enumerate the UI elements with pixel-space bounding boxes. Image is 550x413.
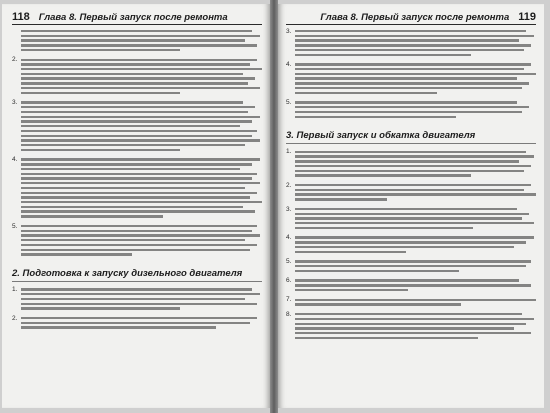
text-line xyxy=(295,68,524,70)
text-line xyxy=(295,217,522,219)
text-line xyxy=(295,279,519,281)
paragraph xyxy=(286,28,536,59)
right-page-number: 119 xyxy=(518,11,536,23)
paragraph xyxy=(12,286,262,312)
paragraph xyxy=(286,277,536,294)
text-line xyxy=(21,30,252,32)
text-line xyxy=(21,44,257,46)
left-body-bottom xyxy=(12,286,262,331)
text-line xyxy=(295,236,534,238)
paragraph-number: 2. xyxy=(12,314,18,322)
text-line xyxy=(21,39,245,41)
text-line xyxy=(21,158,260,160)
text-line xyxy=(295,189,524,191)
text-line xyxy=(21,120,252,122)
text-line xyxy=(21,111,248,113)
text-line xyxy=(295,39,519,41)
paragraph xyxy=(12,315,262,332)
text-line xyxy=(295,106,529,108)
paragraph xyxy=(286,234,536,255)
left-running-head: Глава 8. Первый запуск после ремонта xyxy=(38,12,228,23)
text-line xyxy=(295,213,529,215)
paragraph xyxy=(12,223,262,258)
text-line xyxy=(295,101,517,103)
paragraph-number: 5. xyxy=(12,222,18,230)
text-line xyxy=(295,246,514,248)
text-line xyxy=(295,208,517,210)
paragraph xyxy=(12,99,262,153)
paragraph xyxy=(286,61,536,96)
text-line xyxy=(21,87,260,89)
text-line xyxy=(295,170,524,172)
text-line xyxy=(21,187,245,189)
text-line xyxy=(295,87,522,89)
text-line xyxy=(21,130,257,132)
text-line xyxy=(295,251,406,253)
text-line xyxy=(21,101,243,103)
text-line xyxy=(295,92,437,94)
text-line xyxy=(21,135,252,137)
paragraph xyxy=(286,148,536,179)
text-line xyxy=(295,332,531,334)
paragraph xyxy=(12,56,262,96)
text-line xyxy=(21,63,250,65)
text-line xyxy=(21,149,180,151)
paragraph-number: 4. xyxy=(12,156,18,164)
text-line xyxy=(21,139,260,141)
text-line xyxy=(21,234,260,236)
text-line xyxy=(295,222,534,224)
right-body-bottom xyxy=(286,148,536,341)
left-section-heading: 2. Подготовка к запуску дизельного двигателя xyxy=(12,268,262,282)
text-line xyxy=(21,249,250,251)
paragraph-number: 4. xyxy=(286,234,292,242)
text-line xyxy=(295,174,471,176)
text-line xyxy=(295,49,524,51)
text-line xyxy=(21,326,216,328)
text-line xyxy=(21,82,248,84)
text-line xyxy=(21,182,260,184)
text-line xyxy=(21,73,243,75)
text-line xyxy=(21,59,257,61)
text-line xyxy=(295,116,456,118)
left-body-top xyxy=(12,28,262,258)
text-line xyxy=(21,68,262,70)
text-line xyxy=(295,265,526,267)
text-line xyxy=(295,73,536,75)
right-body-top xyxy=(286,28,536,121)
paragraph-number: 4. xyxy=(286,60,292,68)
text-line xyxy=(21,125,240,127)
text-line xyxy=(21,244,257,246)
text-line xyxy=(21,116,260,118)
paragraph-number: 7. xyxy=(286,296,292,304)
text-line xyxy=(21,106,255,108)
text-line xyxy=(21,206,243,208)
right-page-header xyxy=(286,11,536,25)
right-running-head: Глава 8. Первый запуск после ремонта xyxy=(320,12,510,23)
text-line xyxy=(21,225,257,227)
text-line xyxy=(295,227,473,229)
text-line xyxy=(295,198,387,200)
paragraph-number: 3. xyxy=(286,27,292,35)
paragraph-number: 5. xyxy=(286,258,292,265)
text-line xyxy=(295,193,536,195)
text-line xyxy=(295,165,531,167)
text-line xyxy=(21,215,163,217)
text-line xyxy=(21,230,252,232)
text-line xyxy=(295,111,522,113)
right-section-heading: 3. Первый запуск и обкатка двигателя xyxy=(286,130,536,144)
paragraph-number: 5. xyxy=(286,99,292,107)
text-line xyxy=(21,298,245,300)
text-line xyxy=(295,155,534,157)
text-line xyxy=(295,35,534,37)
text-line xyxy=(21,210,255,212)
text-line xyxy=(295,299,536,301)
text-line xyxy=(295,313,522,315)
text-line xyxy=(21,288,252,290)
paragraph xyxy=(12,28,262,54)
text-line xyxy=(295,30,526,32)
text-line xyxy=(21,192,257,194)
text-line xyxy=(21,144,245,146)
text-line xyxy=(295,184,531,186)
text-line xyxy=(21,35,260,37)
right-page xyxy=(278,4,544,408)
text-line xyxy=(295,284,531,286)
text-line xyxy=(21,173,257,175)
book-gutter xyxy=(270,0,278,413)
text-line xyxy=(21,177,252,179)
text-line xyxy=(295,270,459,272)
left-page-number: 118 xyxy=(12,11,30,23)
text-line xyxy=(21,163,252,165)
paragraph-number: 1. xyxy=(286,148,292,156)
paragraph xyxy=(12,156,262,220)
left-page-header xyxy=(12,11,262,25)
paragraph xyxy=(286,99,536,120)
paragraph-number: 3. xyxy=(12,99,18,107)
text-line xyxy=(295,63,531,65)
paragraph-number: 1. xyxy=(12,286,18,293)
text-line xyxy=(21,293,260,295)
text-line xyxy=(21,77,255,79)
left-page xyxy=(2,4,270,408)
paragraph-number: 2. xyxy=(12,56,18,64)
paragraph xyxy=(286,206,536,232)
text-line xyxy=(295,318,534,320)
paragraph xyxy=(286,296,536,308)
paragraph-number: 2. xyxy=(286,181,292,189)
text-line xyxy=(21,201,262,203)
text-line xyxy=(295,327,514,329)
text-line xyxy=(295,77,517,79)
text-line xyxy=(21,196,250,198)
text-line xyxy=(295,160,519,162)
text-line xyxy=(295,337,478,339)
text-line xyxy=(21,322,250,324)
text-line xyxy=(295,82,529,84)
text-line xyxy=(295,241,526,243)
text-line xyxy=(21,92,180,94)
text-line xyxy=(295,289,408,291)
paragraph-number: 3. xyxy=(286,205,292,213)
text-line xyxy=(21,49,180,51)
text-line xyxy=(21,239,245,241)
text-line xyxy=(21,317,257,319)
text-line xyxy=(295,151,526,153)
text-line xyxy=(295,44,531,46)
text-line xyxy=(295,260,531,262)
text-line xyxy=(295,303,461,305)
paragraph-number: 6. xyxy=(286,277,292,285)
text-line xyxy=(21,307,180,309)
paragraph xyxy=(286,258,536,275)
paragraph xyxy=(286,311,536,342)
text-line xyxy=(295,323,526,325)
text-line xyxy=(21,168,240,170)
text-line xyxy=(21,253,132,255)
paragraph xyxy=(286,182,536,203)
paragraph-number: 8. xyxy=(286,310,292,318)
text-line xyxy=(21,303,257,305)
text-line xyxy=(295,54,471,56)
